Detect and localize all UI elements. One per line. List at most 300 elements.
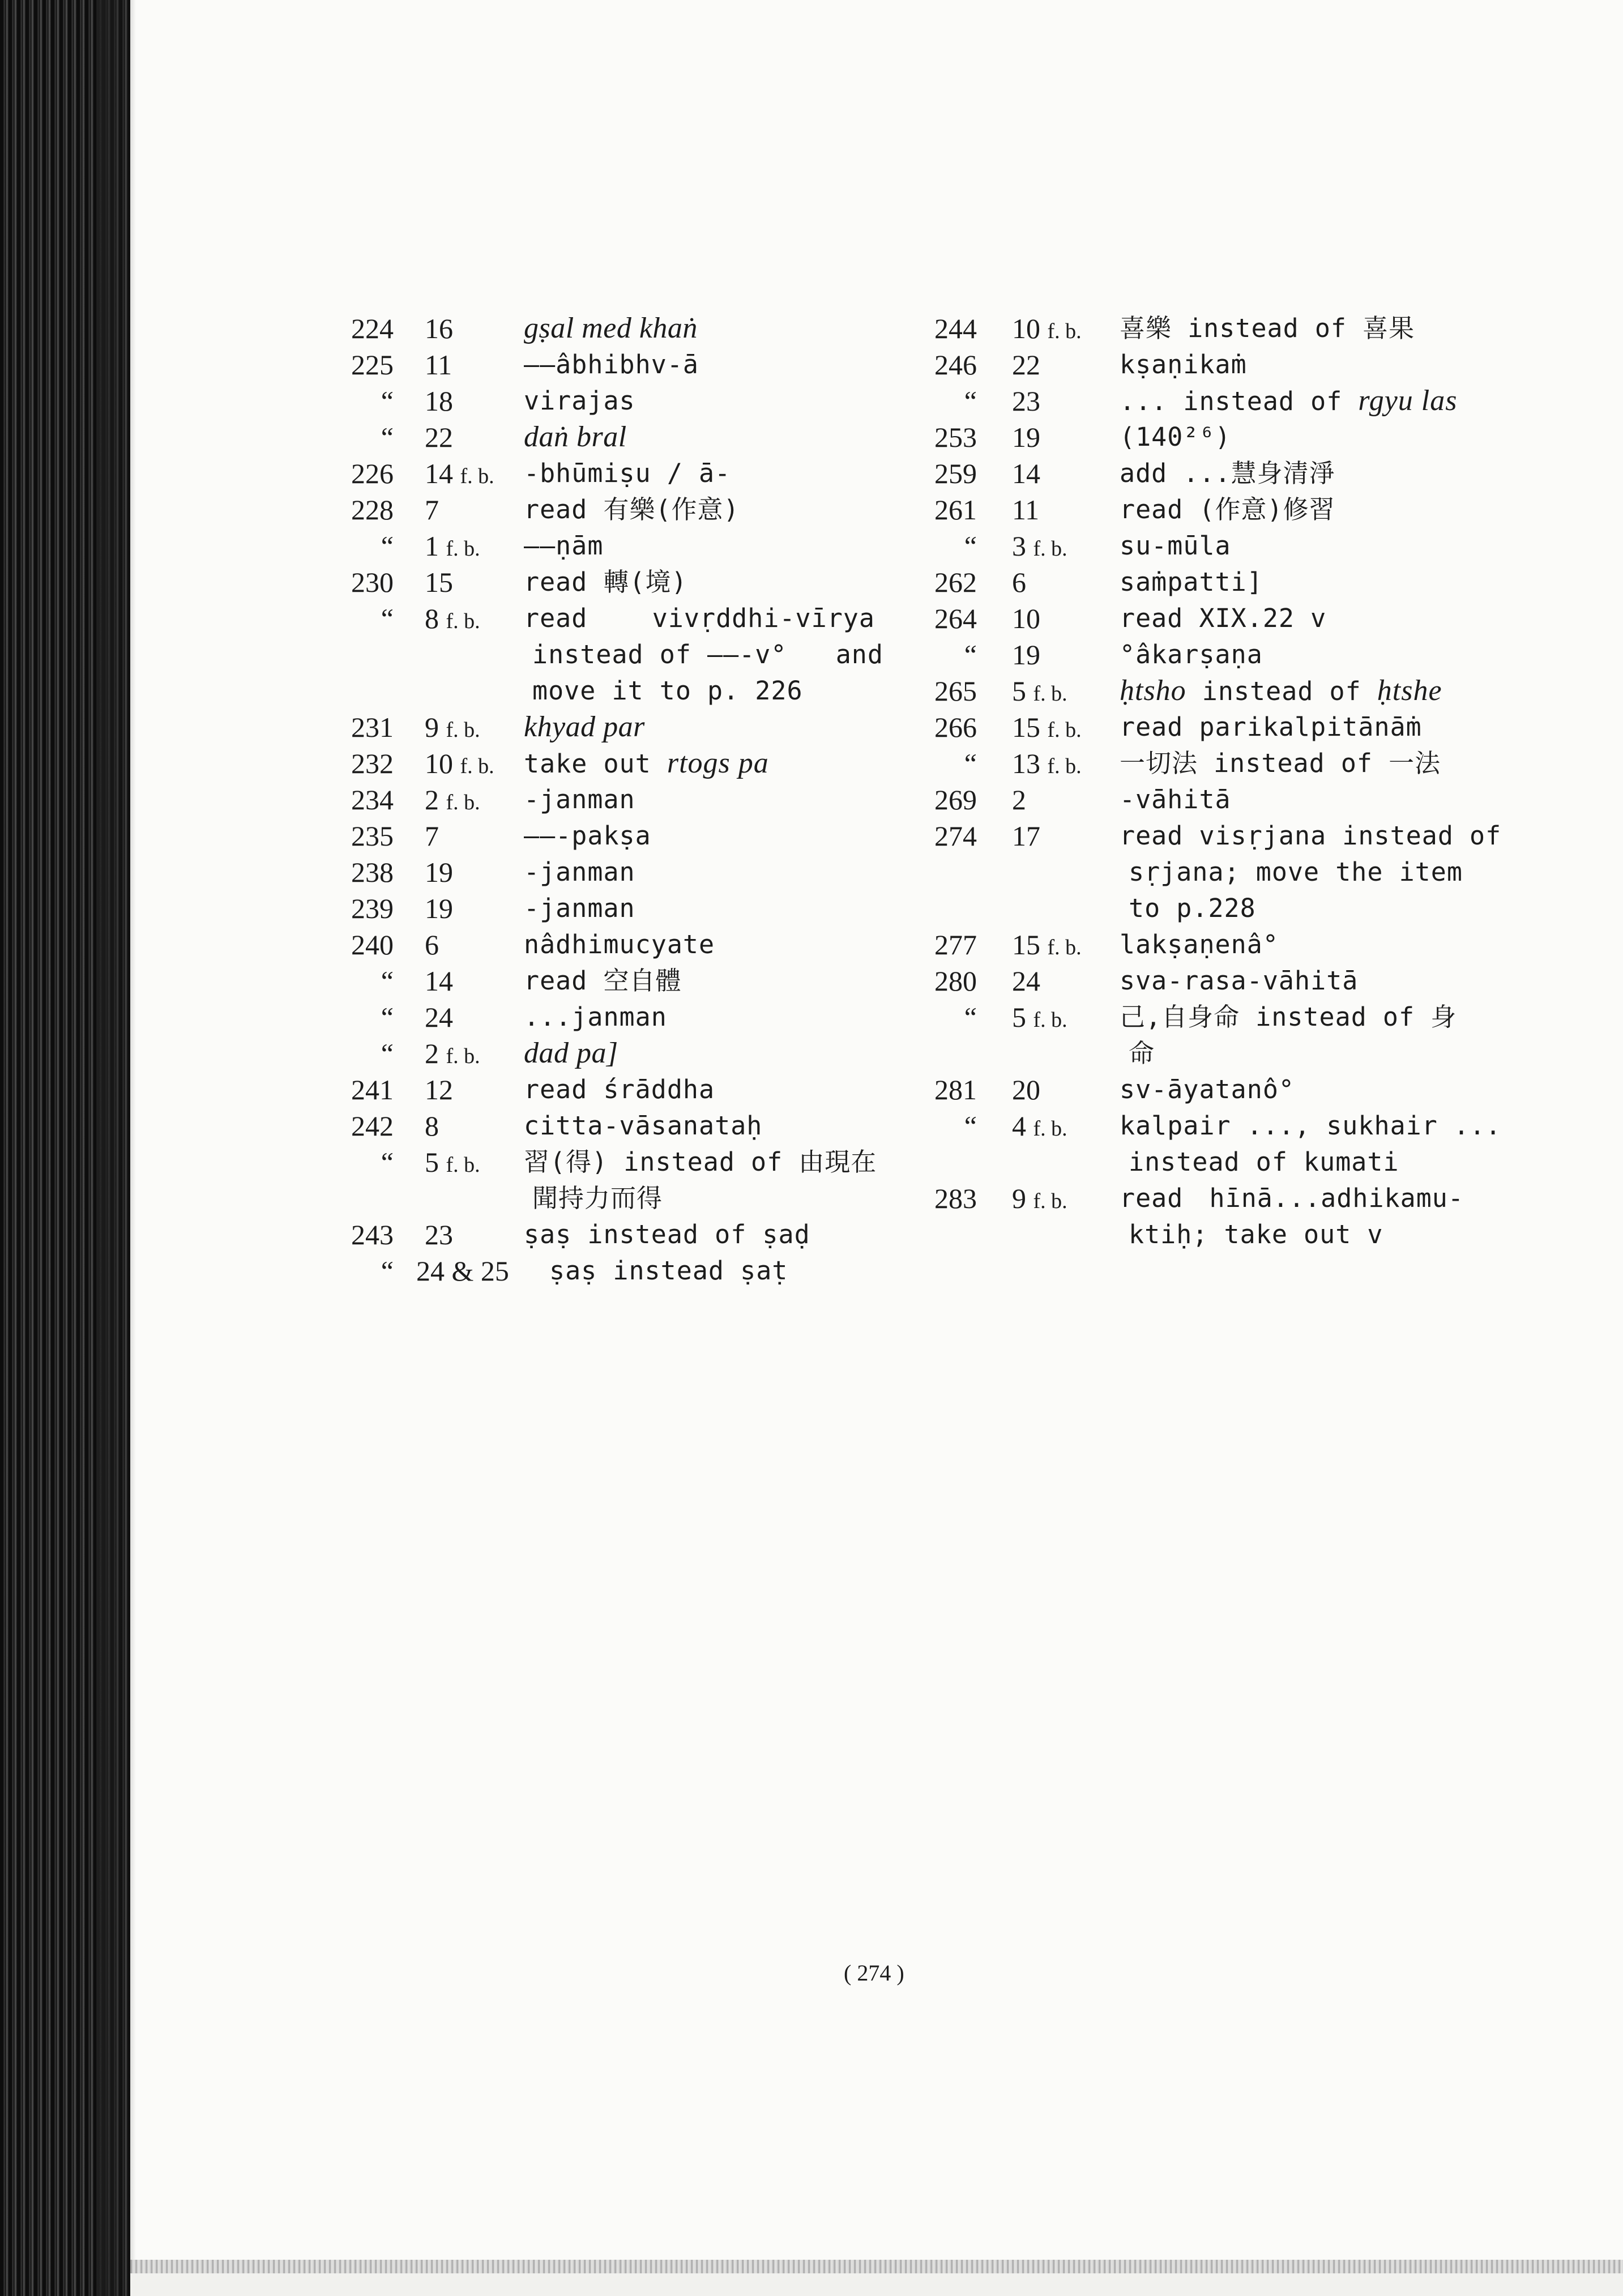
errata-page-ref: “ — [381, 530, 394, 562]
errata-row — [920, 890, 1487, 927]
errata-row — [340, 419, 883, 455]
errata-line-ref — [1012, 564, 1114, 600]
errata-line-ref — [425, 564, 527, 600]
correction-part: and — [835, 639, 883, 669]
errata-row — [340, 528, 883, 564]
correction-text: su-mūla — [1120, 531, 1231, 561]
errata-row — [920, 1108, 1502, 1144]
errata-row — [340, 347, 883, 383]
correction-text: -bhūmiṣu / ā- — [524, 458, 731, 488]
correction-text: read (作意)修習 — [1120, 494, 1335, 524]
errata-row — [340, 1180, 883, 1217]
errata-line-number: 9 — [1012, 1183, 1026, 1214]
errata-row — [340, 1253, 883, 1289]
errata-correction — [524, 745, 769, 782]
errata-line-number: 1 — [425, 530, 439, 562]
errata-correction — [532, 673, 803, 709]
tibetan-term: ḥtshe — [1377, 675, 1442, 707]
errata-line-ref — [1012, 927, 1114, 966]
errata-page-ref: 240 — [351, 929, 394, 961]
errata-page-ref: 259 — [934, 458, 977, 489]
errata-page-ref: “ — [381, 1001, 394, 1033]
errata-row — [920, 782, 1487, 818]
errata-line-ref — [1012, 637, 1114, 673]
errata-line-number: 24 — [425, 1001, 453, 1033]
errata-row — [920, 1144, 1487, 1180]
errata-line-ref — [425, 782, 527, 821]
errata-row — [920, 310, 1487, 347]
errata-row — [340, 854, 883, 890]
errata-line-ref — [1012, 383, 1114, 419]
correction-text: read visṛjana instead of — [1120, 821, 1502, 851]
errata-row — [340, 999, 883, 1035]
correction-text: move it to p. 226 — [532, 676, 803, 706]
tibetan-term: ḥtsho — [1120, 675, 1186, 707]
errata-page-ref: “ — [964, 1001, 977, 1033]
correction-text: ...janman — [524, 1002, 667, 1032]
correction-text: -vāhitā — [1120, 784, 1231, 814]
errata-correction — [1120, 600, 1326, 637]
errata-line-number: 13 — [1012, 748, 1040, 779]
errata-page-ref: 280 — [934, 965, 977, 997]
correction-text: read śrāddha — [524, 1074, 715, 1104]
errata-page-ref: “ — [964, 530, 977, 562]
errata-correction — [1120, 310, 1415, 347]
errata-correction — [1120, 927, 1279, 963]
errata-correction — [1129, 1144, 1399, 1180]
correction-text: ——âbhibhv-ā — [524, 349, 699, 379]
page-number: ( 274 ) — [844, 1960, 904, 1986]
errata-row — [340, 709, 883, 745]
errata-correction — [524, 528, 603, 564]
errata-page-ref: “ — [381, 1146, 394, 1178]
correction-text: ——ṇām — [524, 531, 604, 561]
errata-line-ref — [1012, 1180, 1114, 1219]
correction-text: daṅ bral — [524, 421, 627, 453]
errata-correction — [1120, 818, 1501, 854]
from-bottom-marker: f. b. — [1047, 718, 1082, 742]
from-bottom-marker: f. b. — [460, 754, 494, 778]
errata-page-ref: 230 — [351, 566, 394, 598]
errata-page-ref: 244 — [934, 313, 977, 344]
errata-page-ref: 226 — [351, 458, 394, 489]
errata-line-number: 2 — [425, 784, 439, 816]
errata-line-number: 2 — [1012, 784, 1026, 816]
errata-page-ref: “ — [964, 385, 977, 417]
errata-line-ref — [425, 1108, 527, 1144]
errata-line-number: 5 — [425, 1146, 439, 1178]
correction-part: hīnā...adhikamu- — [1209, 1183, 1464, 1213]
errata-line-number: 6 — [425, 929, 439, 961]
errata-row — [340, 564, 883, 600]
correction-text: 聞持力而得 — [532, 1183, 663, 1213]
errata-page-ref: 281 — [934, 1074, 977, 1106]
errata-correction — [1120, 637, 1263, 673]
correction-part: vivṛddhi-vīrya — [652, 603, 875, 633]
correction-text: read XIX.22 v — [1120, 603, 1327, 633]
errata-row — [340, 890, 883, 927]
errata-line-ref — [425, 963, 527, 999]
from-bottom-marker: f. b. — [1047, 319, 1082, 343]
errata-page-ref: 269 — [934, 784, 977, 816]
errata-page-ref: 224 — [351, 313, 394, 344]
errata-row — [340, 637, 883, 673]
errata-row — [340, 383, 883, 419]
errata-line-ref — [425, 528, 527, 567]
correction-part: read — [1120, 1183, 1184, 1213]
errata-line-number: 22 — [425, 421, 453, 453]
errata-line-ref — [1012, 455, 1114, 492]
errata-line-number: 10 — [425, 748, 453, 779]
errata-line-number: 5 — [1012, 675, 1026, 707]
errata-line-number: 19 — [425, 856, 453, 888]
errata-line-number: 11 — [1012, 494, 1040, 526]
errata-line-number: 8 — [425, 603, 439, 634]
errata-page-ref: 242 — [351, 1110, 394, 1142]
correction-text: 命 — [1129, 1038, 1155, 1068]
errata-line-ref — [1012, 709, 1114, 748]
errata-page-ref: “ — [381, 965, 394, 997]
correction-text: sṛjana; move the item — [1129, 857, 1463, 887]
errata-row — [920, 419, 1487, 455]
errata-line-ref — [1012, 782, 1114, 818]
errata-line-ref — [425, 455, 527, 494]
errata-row — [340, 1072, 883, 1108]
errata-line-number: 19 — [1012, 639, 1040, 671]
errata-row — [920, 999, 1487, 1035]
errata-correction — [1120, 1180, 1464, 1217]
errata-line-ref — [425, 1217, 527, 1253]
errata-correction — [1120, 745, 1441, 782]
correction-part: read — [524, 603, 588, 633]
errata-line-number: 23 — [425, 1219, 453, 1251]
correction-text: sva-rasa-vāhitā — [1120, 966, 1359, 996]
errata-row — [340, 1217, 883, 1253]
errata-correction — [1120, 419, 1231, 455]
errata-row — [920, 383, 1487, 419]
errata-correction — [1120, 673, 1442, 710]
errata-line-ref — [1012, 1072, 1114, 1108]
correction-text: kṣaṇikaṁ — [1120, 349, 1247, 379]
correction-text: read 有樂(作意) — [524, 494, 740, 524]
errata-line-number: 6 — [1012, 566, 1026, 598]
errata-line-ref — [1012, 419, 1114, 455]
errata-row — [920, 673, 1487, 709]
errata-line-ref — [1012, 492, 1114, 528]
errata-line-ref — [1012, 999, 1114, 1038]
errata-correction — [524, 890, 635, 927]
errata-right-column — [920, 310, 1502, 1253]
errata-correction — [524, 1144, 877, 1180]
spine-gradient — [96, 0, 136, 2296]
errata-correction — [1120, 963, 1358, 999]
errata-line-number: 15 — [1012, 929, 1040, 961]
errata-correction — [1120, 492, 1335, 528]
errata-correction — [1120, 347, 1247, 383]
errata-line-number: 10 — [1012, 313, 1040, 344]
errata-row — [340, 963, 883, 999]
from-bottom-marker: f. b. — [460, 464, 494, 488]
from-bottom-marker: f. b. — [1033, 682, 1067, 706]
errata-line-number: 9 — [425, 711, 439, 743]
errata-row — [920, 455, 1487, 492]
errata-correction — [524, 383, 635, 419]
errata-page-ref: 261 — [934, 494, 977, 526]
correction-text: dad pa] — [524, 1037, 618, 1069]
errata-line-ref — [425, 890, 527, 927]
errata-row — [920, 818, 1502, 854]
errata-row — [920, 963, 1487, 999]
errata-correction — [1120, 528, 1231, 564]
correction-text: kalpair ..., sukhair ... — [1120, 1111, 1502, 1141]
errata-row — [920, 745, 1487, 782]
from-bottom-marker: f. b. — [446, 609, 480, 633]
errata-page-ref: 241 — [351, 1074, 394, 1106]
errata-line-number: 14 — [1012, 458, 1040, 489]
errata-row — [340, 782, 883, 818]
errata-page-ref: 274 — [934, 820, 977, 852]
errata-correction — [524, 782, 635, 818]
errata-line-number: 15 — [425, 566, 453, 598]
errata-correction — [1120, 999, 1457, 1035]
correction-text: instead of kumati — [1129, 1147, 1399, 1177]
errata-correction — [1120, 782, 1231, 818]
from-bottom-marker: f. b. — [446, 718, 480, 742]
errata-line-number: 3 — [1012, 530, 1026, 562]
errata-correction — [524, 709, 645, 745]
errata-page-ref: 283 — [934, 1183, 977, 1214]
errata-line-ref — [1012, 673, 1114, 712]
errata-line-ref — [1012, 528, 1114, 567]
errata-line-number: 7 — [425, 820, 439, 852]
correction-text: 己,自身命 instead of 身 — [1120, 1002, 1457, 1032]
errata-page-ref: 232 — [351, 748, 394, 779]
errata-row — [340, 927, 883, 963]
errata-row — [920, 347, 1487, 383]
errata-row — [340, 1144, 883, 1180]
errata-correction — [524, 492, 740, 528]
errata-correction — [1129, 1217, 1383, 1253]
from-bottom-marker: f. b. — [446, 791, 480, 814]
from-bottom-marker: f. b. — [446, 537, 480, 561]
errata-line-ref — [425, 709, 527, 748]
errata-page-ref: 264 — [934, 603, 977, 634]
errata-correction — [524, 600, 875, 637]
errata-line-ref — [1012, 818, 1114, 854]
errata-line-ref — [425, 1072, 527, 1108]
errata-line-number: 10 — [1012, 603, 1040, 634]
errata-line-ref — [425, 1035, 527, 1074]
errata-page-ref: 239 — [351, 893, 394, 924]
page-bottom-edge — [130, 2260, 1623, 2273]
correction-text: add ...慧身清淨 — [1120, 458, 1335, 488]
errata-line-ref — [1012, 600, 1114, 637]
errata-correction — [1120, 1072, 1295, 1108]
errata-row — [920, 927, 1487, 963]
errata-correction — [1120, 1108, 1501, 1144]
errata-row — [340, 673, 883, 709]
errata-page-ref: 225 — [351, 349, 394, 381]
correction-text: ——-pakṣa — [524, 821, 651, 851]
from-bottom-marker: f. b. — [1047, 754, 1082, 778]
errata-row — [340, 600, 883, 637]
errata-row — [340, 1035, 883, 1072]
errata-correction — [524, 347, 699, 383]
errata-correction — [532, 637, 883, 673]
errata-line-number: 2 — [425, 1038, 439, 1069]
errata-line-ref — [425, 310, 527, 347]
errata-page-ref: 246 — [934, 349, 977, 381]
correction-text: read 轉(境) — [524, 567, 687, 597]
from-bottom-marker: f. b. — [1047, 936, 1082, 959]
errata-row — [920, 637, 1487, 673]
errata-page-ref: “ — [381, 1038, 394, 1069]
errata-correction — [524, 1108, 762, 1144]
errata-line-ref — [425, 745, 527, 784]
correction-text: ktiḥ; take out v — [1129, 1219, 1383, 1249]
errata-row — [920, 1035, 1487, 1072]
errata-line-number: 4 — [1012, 1110, 1026, 1142]
errata-line-ref — [1012, 1108, 1114, 1147]
errata-row — [920, 600, 1487, 637]
page-bottom-margin — [130, 2273, 1623, 2296]
errata-correction — [1120, 709, 1422, 745]
errata-line-ref — [425, 600, 527, 639]
errata-correction — [524, 1035, 618, 1072]
tibetan-term: rtogs pa — [667, 747, 769, 779]
errata-line-number: 18 — [425, 385, 453, 417]
errata-line-ref — [425, 854, 527, 890]
errata-row — [920, 1180, 1487, 1217]
correction-text: ṣaṣ instead of ṣaḍ — [524, 1219, 810, 1249]
errata-page-ref: “ — [964, 639, 977, 671]
errata-correction — [1120, 564, 1263, 600]
errata-line-ref — [425, 999, 527, 1035]
errata-line-number: 15 — [1012, 711, 1040, 743]
correction-text: read 空自體 — [524, 966, 682, 996]
errata-correction — [1129, 1035, 1155, 1072]
correction-text: °âkarṣaṇa — [1120, 639, 1263, 669]
errata-row — [920, 1217, 1487, 1253]
errata-line-ref — [1012, 963, 1114, 999]
errata-line-number: 20 — [1012, 1074, 1040, 1106]
from-bottom-marker: f. b. — [1033, 1008, 1067, 1032]
errata-correction — [1120, 383, 1457, 420]
errata-page-ref: 262 — [934, 566, 977, 598]
errata-row — [340, 745, 883, 782]
errata-page-ref: 266 — [934, 711, 977, 743]
errata-page-ref: 228 — [351, 494, 394, 526]
errata-row — [340, 310, 883, 347]
correction-text: read parikalpitānāṁ — [1120, 712, 1422, 742]
correction-text: lakṣaṇenâ° — [1120, 929, 1279, 959]
correction-text: 喜樂 instead of 喜果 — [1120, 313, 1415, 343]
errata-line-number: 8 — [425, 1110, 439, 1142]
errata-page-ref: 234 — [351, 784, 394, 816]
correction-text: gṣal med khaṅ — [524, 312, 698, 344]
errata-line-number: 22 — [1012, 349, 1040, 381]
errata-correction — [524, 854, 635, 890]
correction-text: -janman — [524, 784, 635, 814]
errata-line-ref — [425, 927, 527, 963]
correction-text: (140²⁶) — [1120, 422, 1231, 452]
errata-line-ref — [425, 347, 527, 383]
correction-text: khyad par — [524, 711, 645, 743]
errata-line-number: 5 — [1012, 1001, 1026, 1033]
errata-line-ref — [425, 818, 527, 854]
errata-line-number: 23 — [1012, 385, 1040, 417]
errata-correction — [524, 1217, 810, 1253]
errata-correction — [524, 1072, 715, 1108]
errata-page-ref: “ — [964, 748, 977, 779]
errata-line-ref — [1012, 745, 1114, 784]
errata-correction — [524, 419, 627, 455]
errata-row — [920, 1072, 1487, 1108]
errata-row — [920, 854, 1487, 890]
errata-row — [340, 818, 883, 854]
errata-page-ref: 277 — [934, 929, 977, 961]
errata-page-ref: 243 — [351, 1219, 394, 1251]
errata-line-ref — [1012, 310, 1114, 349]
errata-line-number: 17 — [1012, 820, 1040, 852]
from-bottom-marker: f. b. — [446, 1044, 480, 1068]
errata-page-ref: “ — [381, 603, 394, 634]
errata-line-number: 14 — [425, 458, 453, 489]
errata-line-number: 14 — [425, 965, 453, 997]
errata-line-ref — [425, 1144, 527, 1183]
errata-row — [920, 528, 1487, 564]
errata-correction — [1120, 455, 1335, 492]
correction-text: sv-āyatanô° — [1120, 1074, 1295, 1104]
errata-correction — [1129, 890, 1256, 927]
errata-page-ref: “ — [381, 385, 394, 417]
errata-correction — [524, 310, 698, 347]
correction-text: to p.228 — [1129, 893, 1256, 923]
errata-line-number: 19 — [1012, 421, 1040, 453]
correction-text: citta-vāsanataḥ — [524, 1111, 763, 1141]
errata-line-ref — [425, 383, 527, 419]
errata-line-number: 11 — [425, 349, 452, 381]
correction-text: 習(得) instead of 由現在 — [524, 1147, 877, 1177]
errata-page-ref: “ — [381, 421, 394, 453]
errata-page-ref: “ — [964, 1110, 977, 1142]
errata-page-ref: 238 — [351, 856, 394, 888]
correction-text: -janman — [524, 893, 635, 923]
correction-text: nâdhimucyate — [524, 929, 715, 959]
errata-correction — [524, 818, 651, 854]
from-bottom-marker: f. b. — [1033, 1117, 1067, 1141]
errata-line-number: 19 — [425, 893, 453, 924]
errata-correction — [524, 963, 681, 999]
correction-text: instead of — [1186, 676, 1377, 706]
errata-line-ref: 24 & 25 — [416, 1255, 509, 1287]
correction-text: saṁpatti] — [1120, 567, 1263, 597]
errata-line-number: 16 — [425, 313, 453, 344]
errata-left-column — [340, 310, 883, 1289]
errata-page-ref: 235 — [351, 820, 394, 852]
errata-page-ref: 253 — [934, 421, 977, 453]
correction-text: 一切法 instead of 一法 — [1120, 748, 1441, 778]
errata-line-ref — [425, 419, 527, 455]
correction-text: ... instead of — [1120, 386, 1359, 416]
errata-row — [920, 564, 1487, 600]
tibetan-term: rgyu las — [1358, 385, 1458, 417]
errata-row — [920, 492, 1487, 528]
errata-line-ref — [1012, 347, 1114, 383]
errata-row — [920, 709, 1487, 745]
errata-correction — [524, 999, 667, 1035]
errata-correction — [524, 564, 687, 600]
